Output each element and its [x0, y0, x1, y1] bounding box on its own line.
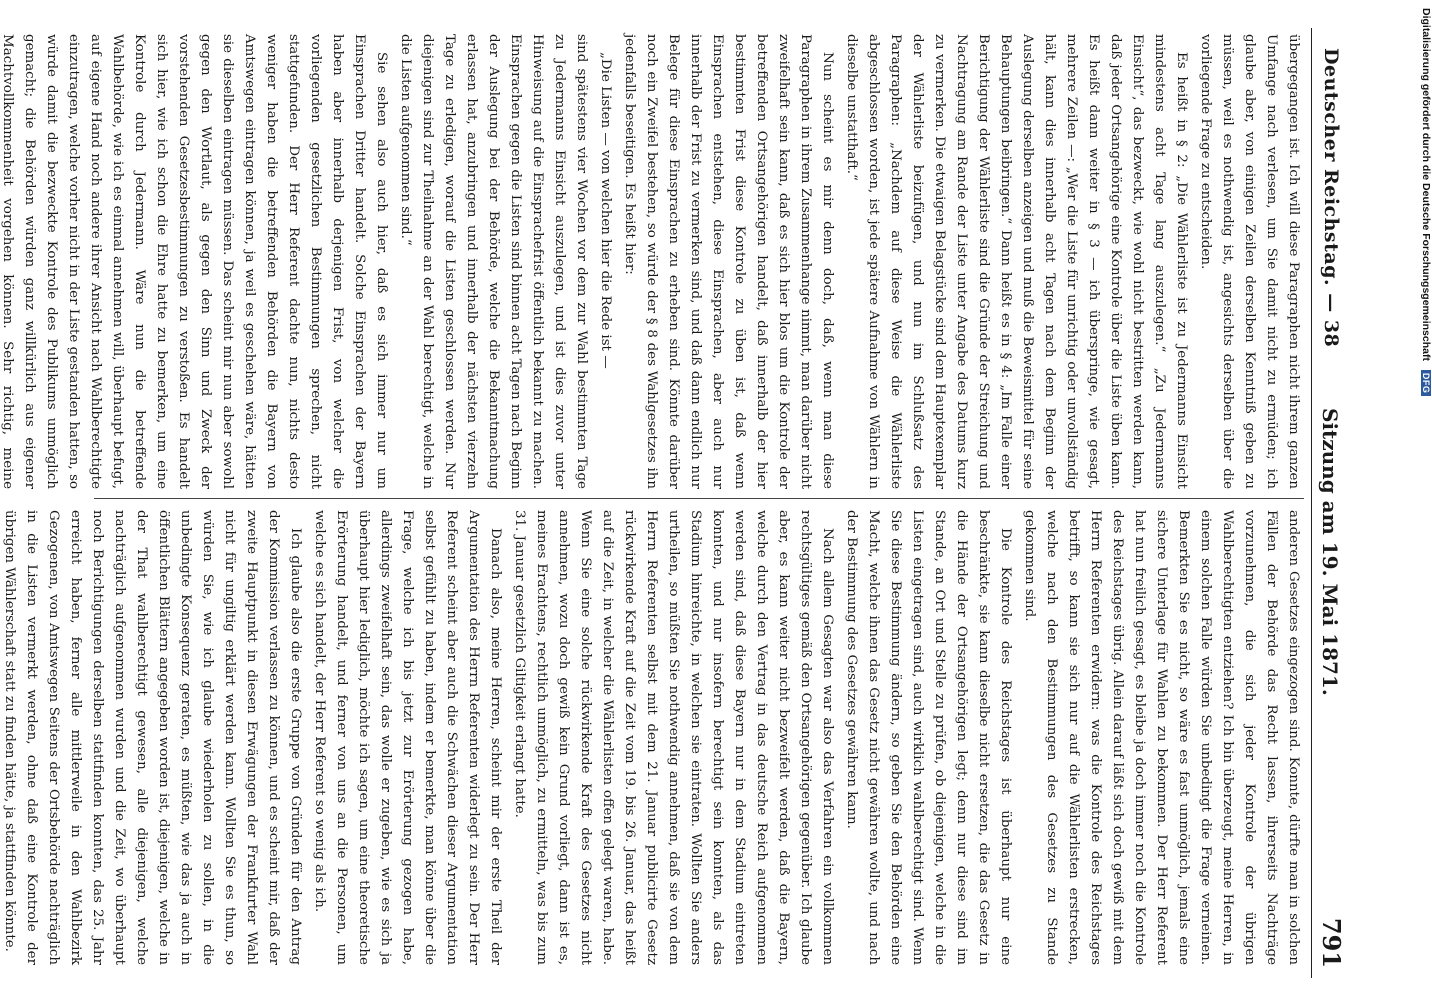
column-divider	[94, 498, 1304, 499]
paragraph: „Die Listen — von welchen hier die Rede ist —	[598, 52, 613, 369]
paragraph: sind spätestens vier Wochen vor dem zur Wahl bestimmten Tage zu Jedermanns Einsicht auszulegen, und ist dies zuvor unter Hinweisung auf die Einsprachefrist öffentlich bekannt zu machen. Einsprachen gegen die Listen sind binnen acht Tagen nach Beginn der Auslegung bei der Behörde, welche die Bekanntmachung erlassen hat, anzubringen und innerhalb der nächsten vierzehn Tage zu erledigen, worauf die Listen geschlossen werden. Nur diejenigen sind zur Theilnahme an der Wahl berechtigt, welche in die Listen aufgenommen sind.“	[398, 34, 589, 489]
page-header	[1311, 28, 1350, 978]
page-number: 791	[1317, 917, 1346, 968]
rotated-page-content	[0, 28, 1350, 978]
paragraph: Nach allem Gesagten war also das Verfahren ein vollkommen rechtsgültiges gemäß den Ortsangehörigen gegenüber. Ich glaube aber, es kann weiter nicht bezweifelt werden, daß die Bayern, welche durch den Vertrag in das deutsche Reich aufgenommen werden sind, daß diese Bayern nur in dem Stadium eintreten konnten, und nur insofern berechtigt sein konnten, als das Stadium hinreichte, in welchen sie eintraten. Wollten Sie anders urtheilen, so müßten Sie nothwendig annehmen, daß sie von dem Herrn Referenten selbst mit dem 21. Januar publicirte Gesetz rückwirkende Kraft auf die Zeit vom 19. bis 26. Januar, das heißt auf die Zeit, in welcher die Wählerlisten offen gelegt waren, habe. Wenn Sie eine solche rückwirkende Kraft des Gesetzes nicht annehmen, wozu doch gewiß kein Grund vorliegt, dann ist es, meines Erachtens, rechtlich unmöglich, zu ermitteln, was bis zum 31. Januar gesetzlich Giltigkeit erlangt hatte.	[512, 510, 835, 965]
paragraph: Danach also, meine Herren, scheint mir der erste Theil der Argumentation des Herrn Referenten widerlegt zu sein. Der Herr Referent scheint aber auch die Schwächen dieser Argumentation selbst gefühlt zu haben, indem er bemerkte, man könne über die Frage, welche ich bis jetzt zur Erörterung gezogen habe, allerdings zweifelhaft sein, das wolle er zugeben, wie es sich ja überhaupt hier lediglich, möchte ich sagen, um eine theoretische Erörterung handelt, und ferner von uns an die Personen, um welche es sich handelt, der Herr Referent so wenig als ich.	[312, 510, 503, 965]
paragraph: Sie sehen also auch hier, daß es sich immer nur um Einsprachen Dritter handelt. Solche Einsprachen der Bayern haben aber innerhalb derjenigen Frist, von welcher die vorliegenden gesetzlichen Bestimmungen sprechen, nicht stattgefunden. Der Herr Referent dachte nun, nichts desto weniger haben die betreffenden Behörden die Bayern von Amtswegen eintragen können, ja weil es geschehen wäre, hätten sie dieselben eintragen müssen. Das scheint mir nun aber sowohl gegen den Wortlaut, als gegen den Sinn und Zweck der vorstehenden Gesetzesbestimmungen zu verstoßen. Es handelt sich hier, wie ich schon die Ehre hatte zu bemerken, um eine Kontrole durch Jedermann. Wäre nun die betreffende Wahlbehörde, wie ich es einmal annehmen will, überhaupt befugt, auf eigene Hand noch andere ihrer Ansicht nach Wahlberechtigte einzutragen, welche vorher nicht in der Liste gestanden hatten, so würde damit die bezweckte Kontrole des Publikums unmöglich gemacht; die Behörden würden ganz willkürlich aus eigener Machtvollkommenheit vorgehen können. Sehr richtig, meine	[0, 34, 389, 489]
publication-title: Deutscher Reichstag. — 38	[1320, 48, 1342, 348]
dfg-logo: DFG	[1421, 370, 1431, 397]
credit-text: Digitalisierung gefördert durch die Deutsche Forschungsgemeinschaft	[1420, 8, 1432, 361]
paragraph: Es heißt in § 2: „Die Wählerliste ist zu Jedermanns Einsicht mindestens acht Tage lang auszulegen.“ „Zu Jedermanns Einsicht“, das bezweckt, wie wohl nicht bestritten werden kann, daß jeder Ortsangehörige eine Kontrole über die Liste üben kann. Es heißt dann weiter in § 3 — ich überspringe, wie gesagt, mehrere Zeilen —: „Wer die Liste für unrichtig oder unvollständig hält, kann dies innerhalb acht Tagen nach dem Beginn der Auslegung derselben anzeigen und muß die Beweismittel für seine Behauptungen beibringen.“ Dann heißt es in § 4: „Im Falle einer Berichtigung der Wählerliste sind die Gründe der Streichung und Nachtragung am Rande der Liste unter Angabe des Datums kurz zu vermerken. Die etwaigen Belagstücke sind dem Hauptexemplar der Wählerliste beizufügen, und nun im Schlußsatz des Paragraphen: „Nachdem auf diese Weise die Wählerliste abgeschlossen worden, ist jede spätere Aufnahme von Wählern in dieselbe unstatthaft.“	[844, 34, 1189, 489]
paragraph: Ich glaube also die erste Gruppe von Gründen für den Antrag der Kommission verlassen zu können, und es scheint mir, daß der zweite Hauptpunkt in diesen Erwägungen der Frankfurter Wahl nicht für ungiltig erklärt werden kann. Wollten Sie es thun, so würden Sie, wie ich glaube wiederholen zu sollen, in die unbedingte Konsequenz geraten, es müßten, wie das ja auch in öffentlichen Blättern angegeben worden ist, diejenigen, welche in der That wahlberechtigt gewesen, alle diejenigen, welche nachträglich aufgenommen wurden und die Zeit, wo überhaupt noch Berichtigungen derselben stattfinden konnten, das 25. Jahr erreicht haben, ferner alle mittlerweile in den Wahlbezirk Gezogenen, von Amtswegen Seitens der Ortsbehörde nachträglich in die Listen vermerkt werden, ohne daß eine Kontrole der übrigen Wählerschaft statt zu finden hätte, ja stattfinden könnte.	[2, 510, 303, 965]
paragraph: übergegangen ist. Ich will diese Paragraphen nicht ihrem ganzen Umfange nach verlesen, um Sie damit nicht zu ermüden; ich glaube aber, von einigen Zeilen derselben Kenntniß geben zu müssen, weil es nothwendig ist, angesichts derselben über die vorliegende Frage zu entscheiden.	[1198, 34, 1301, 489]
text-column-right	[2, 510, 1304, 965]
paragraph: anderen Gesetzes eingezogen sind. Konnte, dürfte man in solchen Fällen der Behörde das Recht lassen, ihrerseits Nachträge vorzunehmen, die sich jeder Kontrole der übrigen Wahlberechtigten entziehen? Ich bin überzeugt, meine Herren, in einem solchen Falle würden Sie unbedingt die Frage verneinen. Bemerkten Sie es nicht, so wäre es fast unmöglich, jemals eine sichere Unterlage für Wahlen zu bekommen. Der Herr Referent hat nun freilich gesagt, es bleibe ja doch immer noch die Kontrole des Reichstages übrig. Allein darauf läßt sich doch gewiß mit dem Herrn Referenten erwidern: was die Kontrole des Reichstages betrifft, so kann sie sich nur auf die Wählerlisten erstrecken, welche nach den Bestimmungen des Gesetzes zu Stande gekommen sind.	[1022, 510, 1301, 965]
digitization-credit	[1418, 8, 1432, 693]
session-date: Sitzung am 19. Mai 1871.	[1318, 408, 1342, 696]
text-column-left	[0, 34, 1304, 489]
paragraph: Nun scheint es mir denn doch, daß, wenn man diese Paragraphen in ihrem Zusammenhange nimmt, man darüber nicht zweifelhaft sein kann, daß es sich hier blos um die Kontrole der betreffenden Ortsangehörigen handelt, daß innerhalb der hier bestimmten Frist diese Kontrole zu üben ist, daß wenn Einsprachen entstehen, diese Einsprachen, aber auch nur innerhalb der Frist zu vermerken sind, und daß dann endlich nur Belege für diese Einsprachen zu erheben sind. Könnte darüber noch ein Zweifel bestehen, so würde der § 8 des Wahlgesetzes ihn jedenfalls beseitigen. Es heißt hier:	[622, 34, 835, 489]
paragraph: Die Kontrole des Reichstages ist überhaupt nur eine beschränkte, sie kann dieselbe nicht ersetzen, die das Gesetz in die Hände der Ortsangehörigen legt; denn nur diese sind im Stande, an Ort und Stelle zu prüfen, ob diejenigen, welche in die Listen eingetragen sind, auch wirklich wahlberechtigt sind. Wenn Sie diese Bestimmung ändern, so geben Sie den Behörden eine Macht, welche ihnen das Gesetz nicht gewähren wollte, und nach der Bestimmung des Gesetzes gewähren kann.	[844, 510, 1013, 965]
